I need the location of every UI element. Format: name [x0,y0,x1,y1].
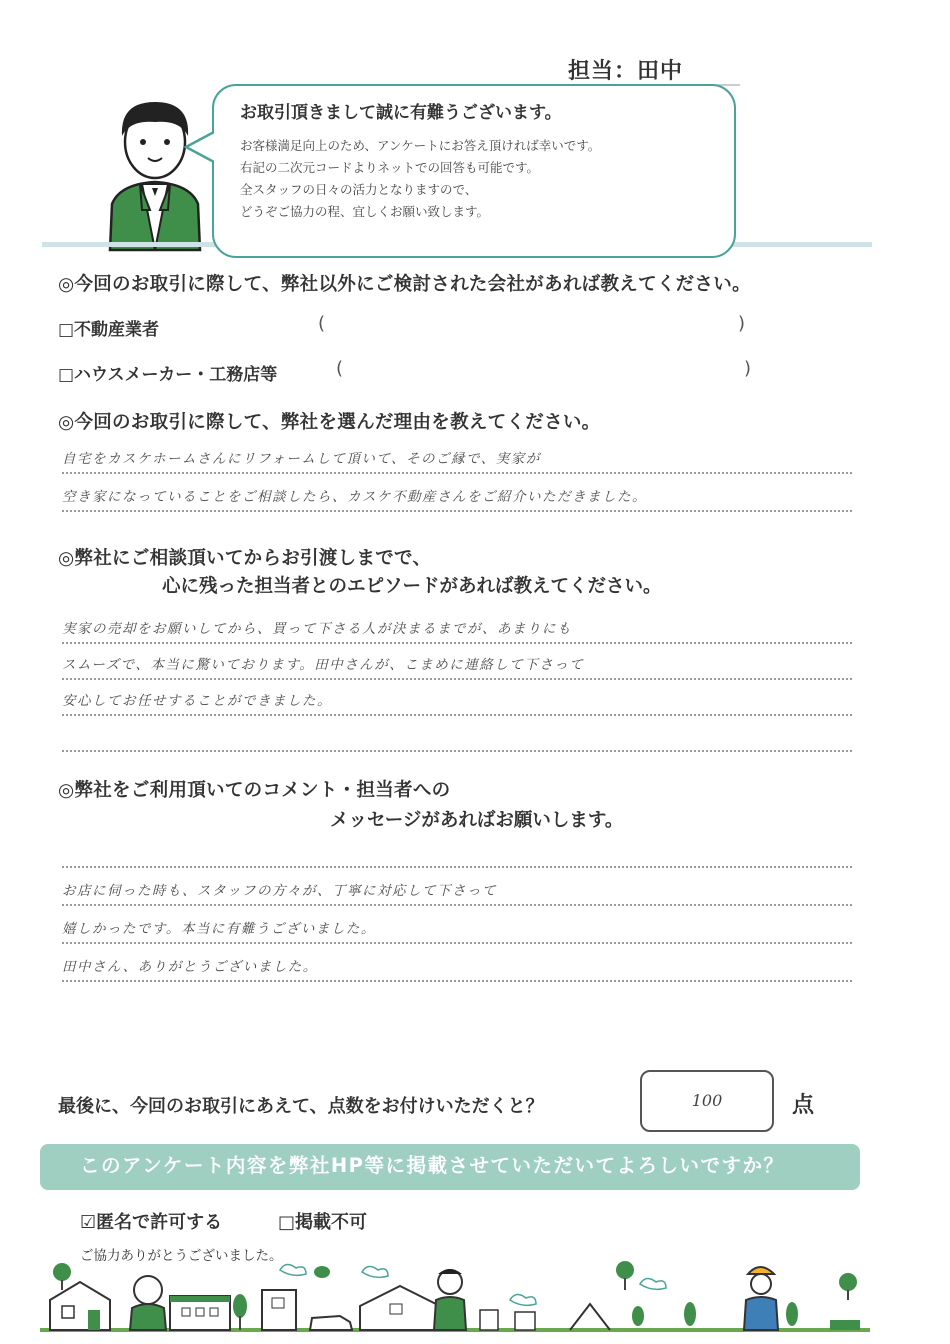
thanks-message: ご協力ありがとうございました。 [80,1248,283,1264]
paren-close: ) [738,313,746,334]
question-reason: ◎今回のお取引に際して、弊社を選んだ理由を教えてください。 [58,412,601,433]
staff-illustration [100,92,210,252]
question-other-companies: ◎今回のお取引に際して、弊社以外にご検討された会社があれば教えてください。 [58,274,751,295]
town-illustration [40,1260,870,1336]
staff-in-charge: 担当：田中 [568,59,684,84]
answer-line: お店に伺った時も、スタッフの方々が、丁寧に対応して下さって [62,878,852,906]
answer-line: スムーズで、本当に驚いております。田中さんが、こまめに連絡して下さって [62,652,852,680]
greeting-line: お客様満足向上のため、アンケートにお答え頂ければ幸いです。 [240,138,601,153]
score-unit: 点 [792,1093,815,1118]
option-anonymous-permit[interactable]: ☑匿名で許可する [80,1212,223,1233]
answer-line: 田中さん、ありがとうございました。 [62,954,852,982]
option-no-publish[interactable]: □掲載不可 [278,1212,368,1233]
publish-question: このアンケート内容を弊社HP等に掲載させていただいてよろしいですか？ [80,1154,785,1177]
answer-line: 安心してお任せすることができました。 [62,688,852,716]
speech-bubble-tail [184,130,218,164]
score-box[interactable]: 100 [640,1070,774,1132]
option-house-maker[interactable]: □ハウスメーカー・工務店等 [58,365,278,385]
question-comment-line2: メッセージがあればお願いします。 [330,810,624,831]
answer-line: 自宅をカスケホームさんにリフォームして頂いて、そのご縁で、実家が [62,446,852,474]
paren-close: ) [744,358,752,379]
answer-line: 嬉しかったです。本当に有難うございました。 [62,916,852,944]
greeting-line: どうぞご協力の程、宜しくお願い致します。 [240,204,490,219]
greeting-line: 全スタッフの日々の活力となりますので、 [240,182,478,197]
question-episode-line1: ◎弊社にご相談頂いてからお引渡しまでで、 [58,548,432,569]
question-episode-line2: 心に残った担当者とのエピソードがあれば教えてください。 [162,576,662,597]
answer-line [62,840,852,868]
paren-open: ( [336,358,344,379]
answer-line [62,724,852,752]
answer-line: 空き家になっていることをご相談したら、カスケ不動産さんをご紹介いただきました。 [62,484,852,512]
question-comment-line1: ◎弊社をご利用頂いてのコメント・担当者への [58,780,451,801]
paren-open: ( [318,313,326,334]
greeting-line: 右記の二次元コードよりネットでの回答も可能です。 [240,160,540,175]
score-question: 最後に、今回のお取引にあえて、点数をお付けいただくと？ [58,1096,544,1117]
option-real-estate[interactable]: □不動産業者 [58,320,160,340]
greeting-title: お取引頂きまして誠に有難うございます。 [240,103,562,123]
answer-line: 実家の売却をお願いしてから、買って下さる人が決まるまでが、あまりにも [62,616,852,644]
